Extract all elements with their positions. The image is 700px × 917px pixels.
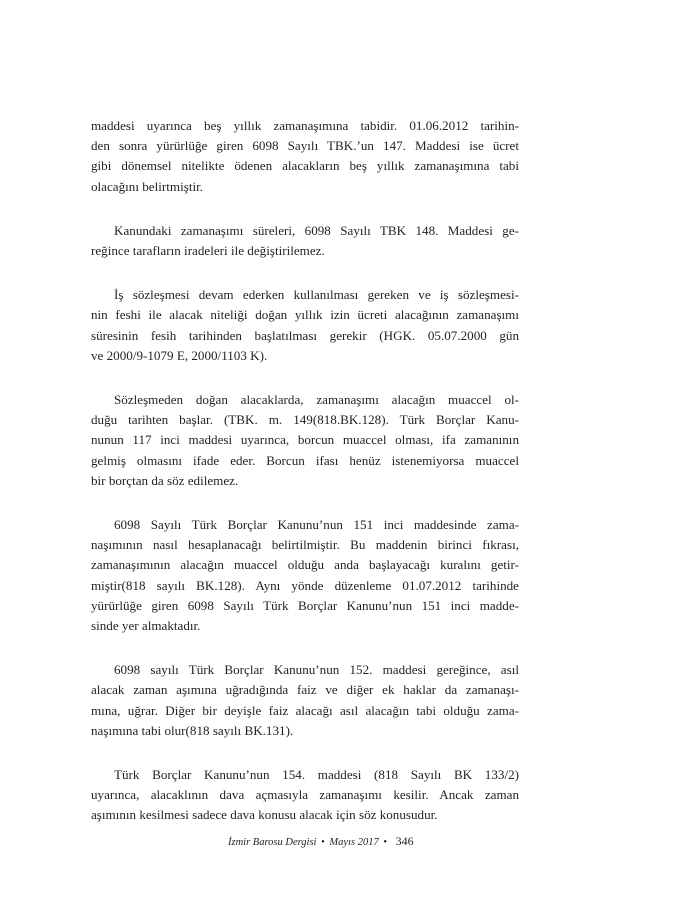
text-line: sinde yer almaktadır. bbox=[91, 618, 201, 634]
text-line: gelmiş olmasını ifade eder. Borcun ifası henüz istenemiyorsa muaccel bbox=[91, 452, 519, 468]
text-line: mına, uğrar. Diğer bir deyişle faiz alacağı asıl alacağın tabi olduğu zama- bbox=[91, 702, 519, 718]
text-line: ve 2000/9-1079 E, 2000/1103 K). bbox=[91, 347, 268, 363]
paragraph bbox=[91, 660, 519, 741]
paragraph bbox=[91, 390, 519, 491]
text-line: alacak zaman aşımına uğradığında faiz ve diğer ek haklar da zamanaşı- bbox=[91, 682, 519, 698]
text-line: reğince tarafların iradeleri ile değiştirilemez. bbox=[91, 243, 325, 259]
text-line: nunun 117 inci maddesi uyarınca, borcun muaccel olması, ifa zamanının bbox=[91, 432, 519, 448]
text-line: bir borçtan da söz edilemez. bbox=[91, 472, 239, 488]
text-line: olacağını belirtmiştir. bbox=[91, 178, 203, 194]
text-line: uyarınca, alacaklının dava açmasıyla zamanaşımı kesilir. Ancak zaman bbox=[91, 787, 519, 803]
text-line: 6098 sayılı Türk Borçlar Kanunu’nun 152. maddesi gereğince, asıl bbox=[114, 662, 519, 678]
page-body bbox=[91, 116, 519, 850]
text-line: yürürlüğe giren 6098 Sayılı Türk Borçlar Kanunu’nun 151 inci madde- bbox=[91, 597, 519, 613]
text-line: duğu tarihten başlar. (TBK. m. 149(818.BK.128). Türk Borçlar Kanu- bbox=[91, 412, 519, 428]
text-line: naşımına tabi olur(818 sayılı BK.131). bbox=[91, 722, 294, 738]
paragraph bbox=[91, 221, 519, 261]
footer-separator: • bbox=[321, 837, 325, 848]
text-line: den sonra yürürlüğe giren 6098 Sayılı TBK.’un 147. Maddesi ise ücret bbox=[91, 138, 519, 154]
text-line: aşımının kesilmesi sadece dava konusu alacak için söz konusudur. bbox=[91, 807, 438, 823]
footer-separator: • bbox=[383, 837, 388, 848]
text-line: İş sözleşmesi devam ederken kullanılması gereken ve iş sözleşmesi- bbox=[114, 287, 519, 303]
text-line: süresinin fesih tarihinden başlatılması gerekir (HGK. 05.07.2000 gün bbox=[91, 327, 519, 343]
journal-name: İzmir Barosu Dergisi bbox=[228, 837, 317, 848]
text-line: miştir(818 sayılı BK.128). Aynı yönde düzenleme 01.07.2012 tarihinde bbox=[91, 577, 519, 593]
text-line: zamanaşımının alacağın muaccel olduğu anda başlayacağı kuralını getir- bbox=[91, 557, 519, 573]
text-line: nin feshi ile alacak niteliği doğan yıllık izin ücreti alacağının zamanaşımı bbox=[91, 307, 519, 323]
page-footer bbox=[228, 834, 488, 849]
issue-date: Mayıs 2017 bbox=[329, 837, 379, 848]
paragraph bbox=[91, 116, 519, 197]
text-line: gibi dönemsel nitelikte ödenen alacakların beş yıllık zamanaşımına tabi bbox=[91, 158, 519, 174]
paragraph bbox=[91, 515, 519, 636]
paragraph bbox=[91, 765, 519, 826]
paragraph bbox=[91, 285, 519, 366]
text-line: Kanundaki zamanaşımı süreleri, 6098 Sayılı TBK 148. Maddesi ge- bbox=[114, 222, 519, 238]
text-line: 6098 Sayılı Türk Borçlar Kanunu’nun 151 inci maddesinde zama- bbox=[114, 517, 519, 533]
text-line: maddesi uyarınca beş yıllık zamanaşımına tabidir. 01.06.2012 tarihin- bbox=[91, 118, 519, 133]
page-number: 346 bbox=[395, 834, 414, 848]
text-line: Sözleşmeden doğan alacaklarda, zamanaşımı alacağın muaccel ol- bbox=[114, 392, 519, 408]
text-line: Türk Borçlar Kanunu’nun 154. maddesi (818 Sayılı BK 133/2) bbox=[114, 767, 519, 783]
text-line: naşımının nasıl hesaplanacağı belirtilmiştir. Bu maddenin birinci fıkrası, bbox=[91, 537, 519, 553]
